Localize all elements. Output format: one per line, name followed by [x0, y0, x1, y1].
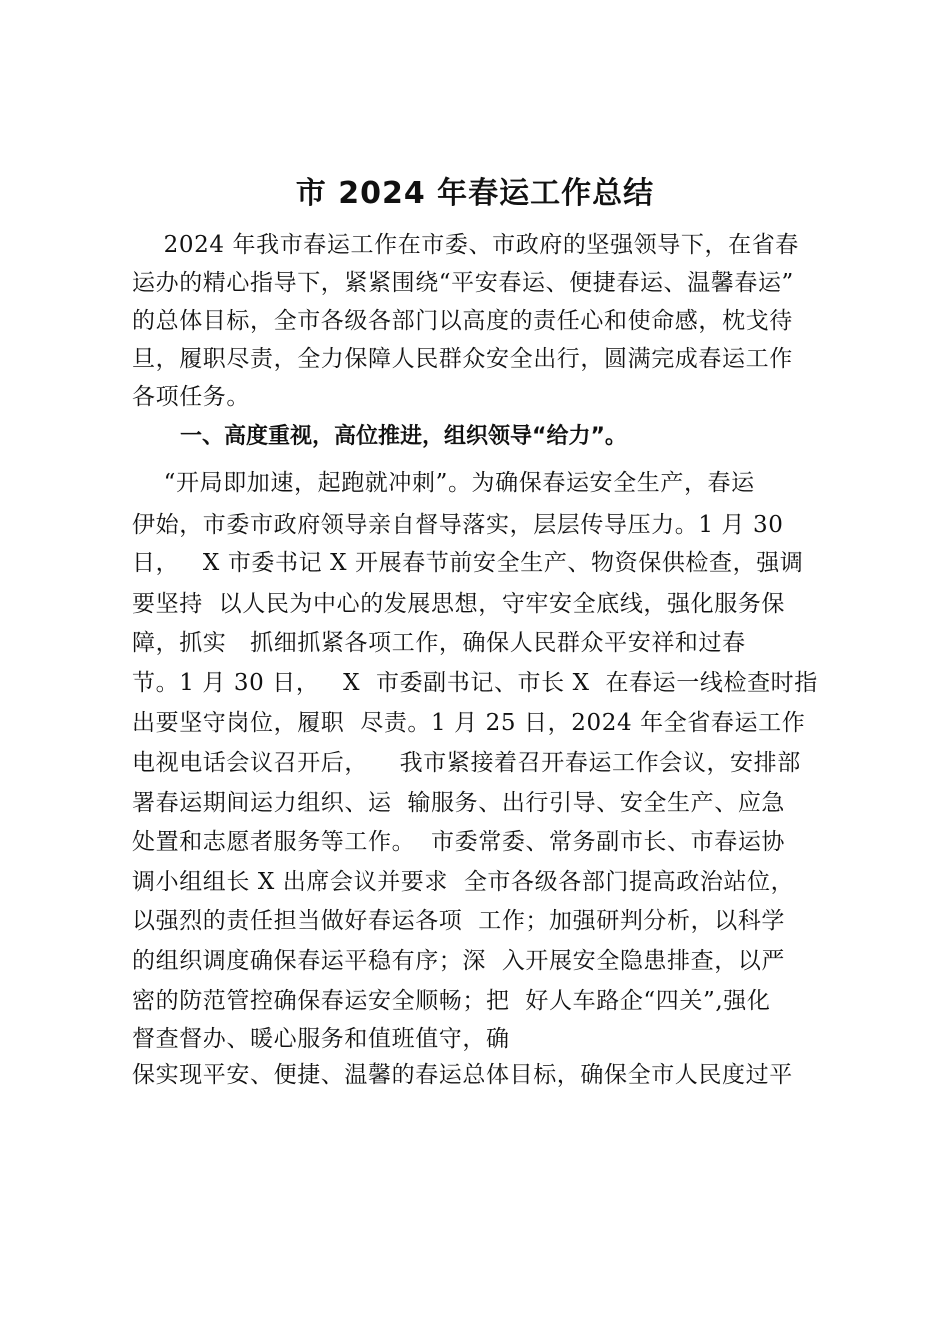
body-line: 署春运期间运力组织、运 输服务、出行引导、安全生产、应急: [132, 790, 786, 816]
intro-line: 各项任务。: [132, 384, 250, 410]
body-line: 节。1 月 30 日， X 市委副书记、市长 X 在春运一线检查时指: [132, 670, 818, 696]
intro-line: 的总体目标，全市各级各部门以高度的责任心和使命感，枕戈待: [132, 308, 793, 334]
body-line: 调小组组长 X 出席会议并要求 全市各级各部门提高政治站位，: [132, 869, 795, 895]
intro-line: 旦，履职尽责，全力保障人民群众安全出行，圆满完成春运工作: [132, 346, 793, 372]
body-line: 保实现平安、便捷、温馨的春运总体目标，确保全市人民度过平: [132, 1062, 793, 1088]
body-line: 处置和志愿者服务等工作。 市委常委、常务副市长、市春运协: [132, 829, 786, 855]
body-line: 密的防范管控确保春运安全顺畅；把 好人车路企“四关”,强化: [132, 988, 771, 1014]
body-line: 的组织调度确保春运平稳有序；深 入开展安全隐患排查，以严: [132, 948, 786, 974]
body-line: 以强烈的责任担当做好春运各项 工作；加强研判分析，以科学: [132, 908, 786, 934]
intro-line: 2024 年我市春运工作在市委、市政府的坚强领导下，在省春: [132, 232, 799, 258]
body-line: 伊始，市委市政府领导亲自督导落实，层层传导压力。1 月 30: [132, 512, 784, 538]
body-line: 障，抓实 抓细抓紧各项工作，确保人民群众平安祥和过春: [132, 630, 746, 656]
body-line: 电视电话会议召开后， 我市紧接着召开春运工作会议，安排部: [132, 750, 801, 776]
intro-line: 运办的精心指导下，紧紧围绕“平安春运、便捷春运、温馨春运”: [132, 270, 794, 296]
body-line: 督查督办、暖心服务和值班值守，确: [132, 1026, 510, 1052]
body-line: 要坚持 以人民为中心的发展思想，守牢安全底线，强化服务保: [132, 591, 786, 617]
body-line: 出要坚守岗位，履职 尽责。1 月 25 日，2024 年全省春运工作: [132, 710, 806, 736]
body-line: 日， X 市委书记 X 开展春节前安全生产、物资保供检查，强调: [132, 550, 804, 576]
document-title: 市 2024 年春运工作总结: [295, 176, 655, 211]
section-heading: 一、高度重视，高位推进，组织领导“给力”。: [180, 424, 627, 449]
body-line: “开局即加速，起跑就冲刺”。为确保春运安全生产，春运: [132, 470, 755, 496]
